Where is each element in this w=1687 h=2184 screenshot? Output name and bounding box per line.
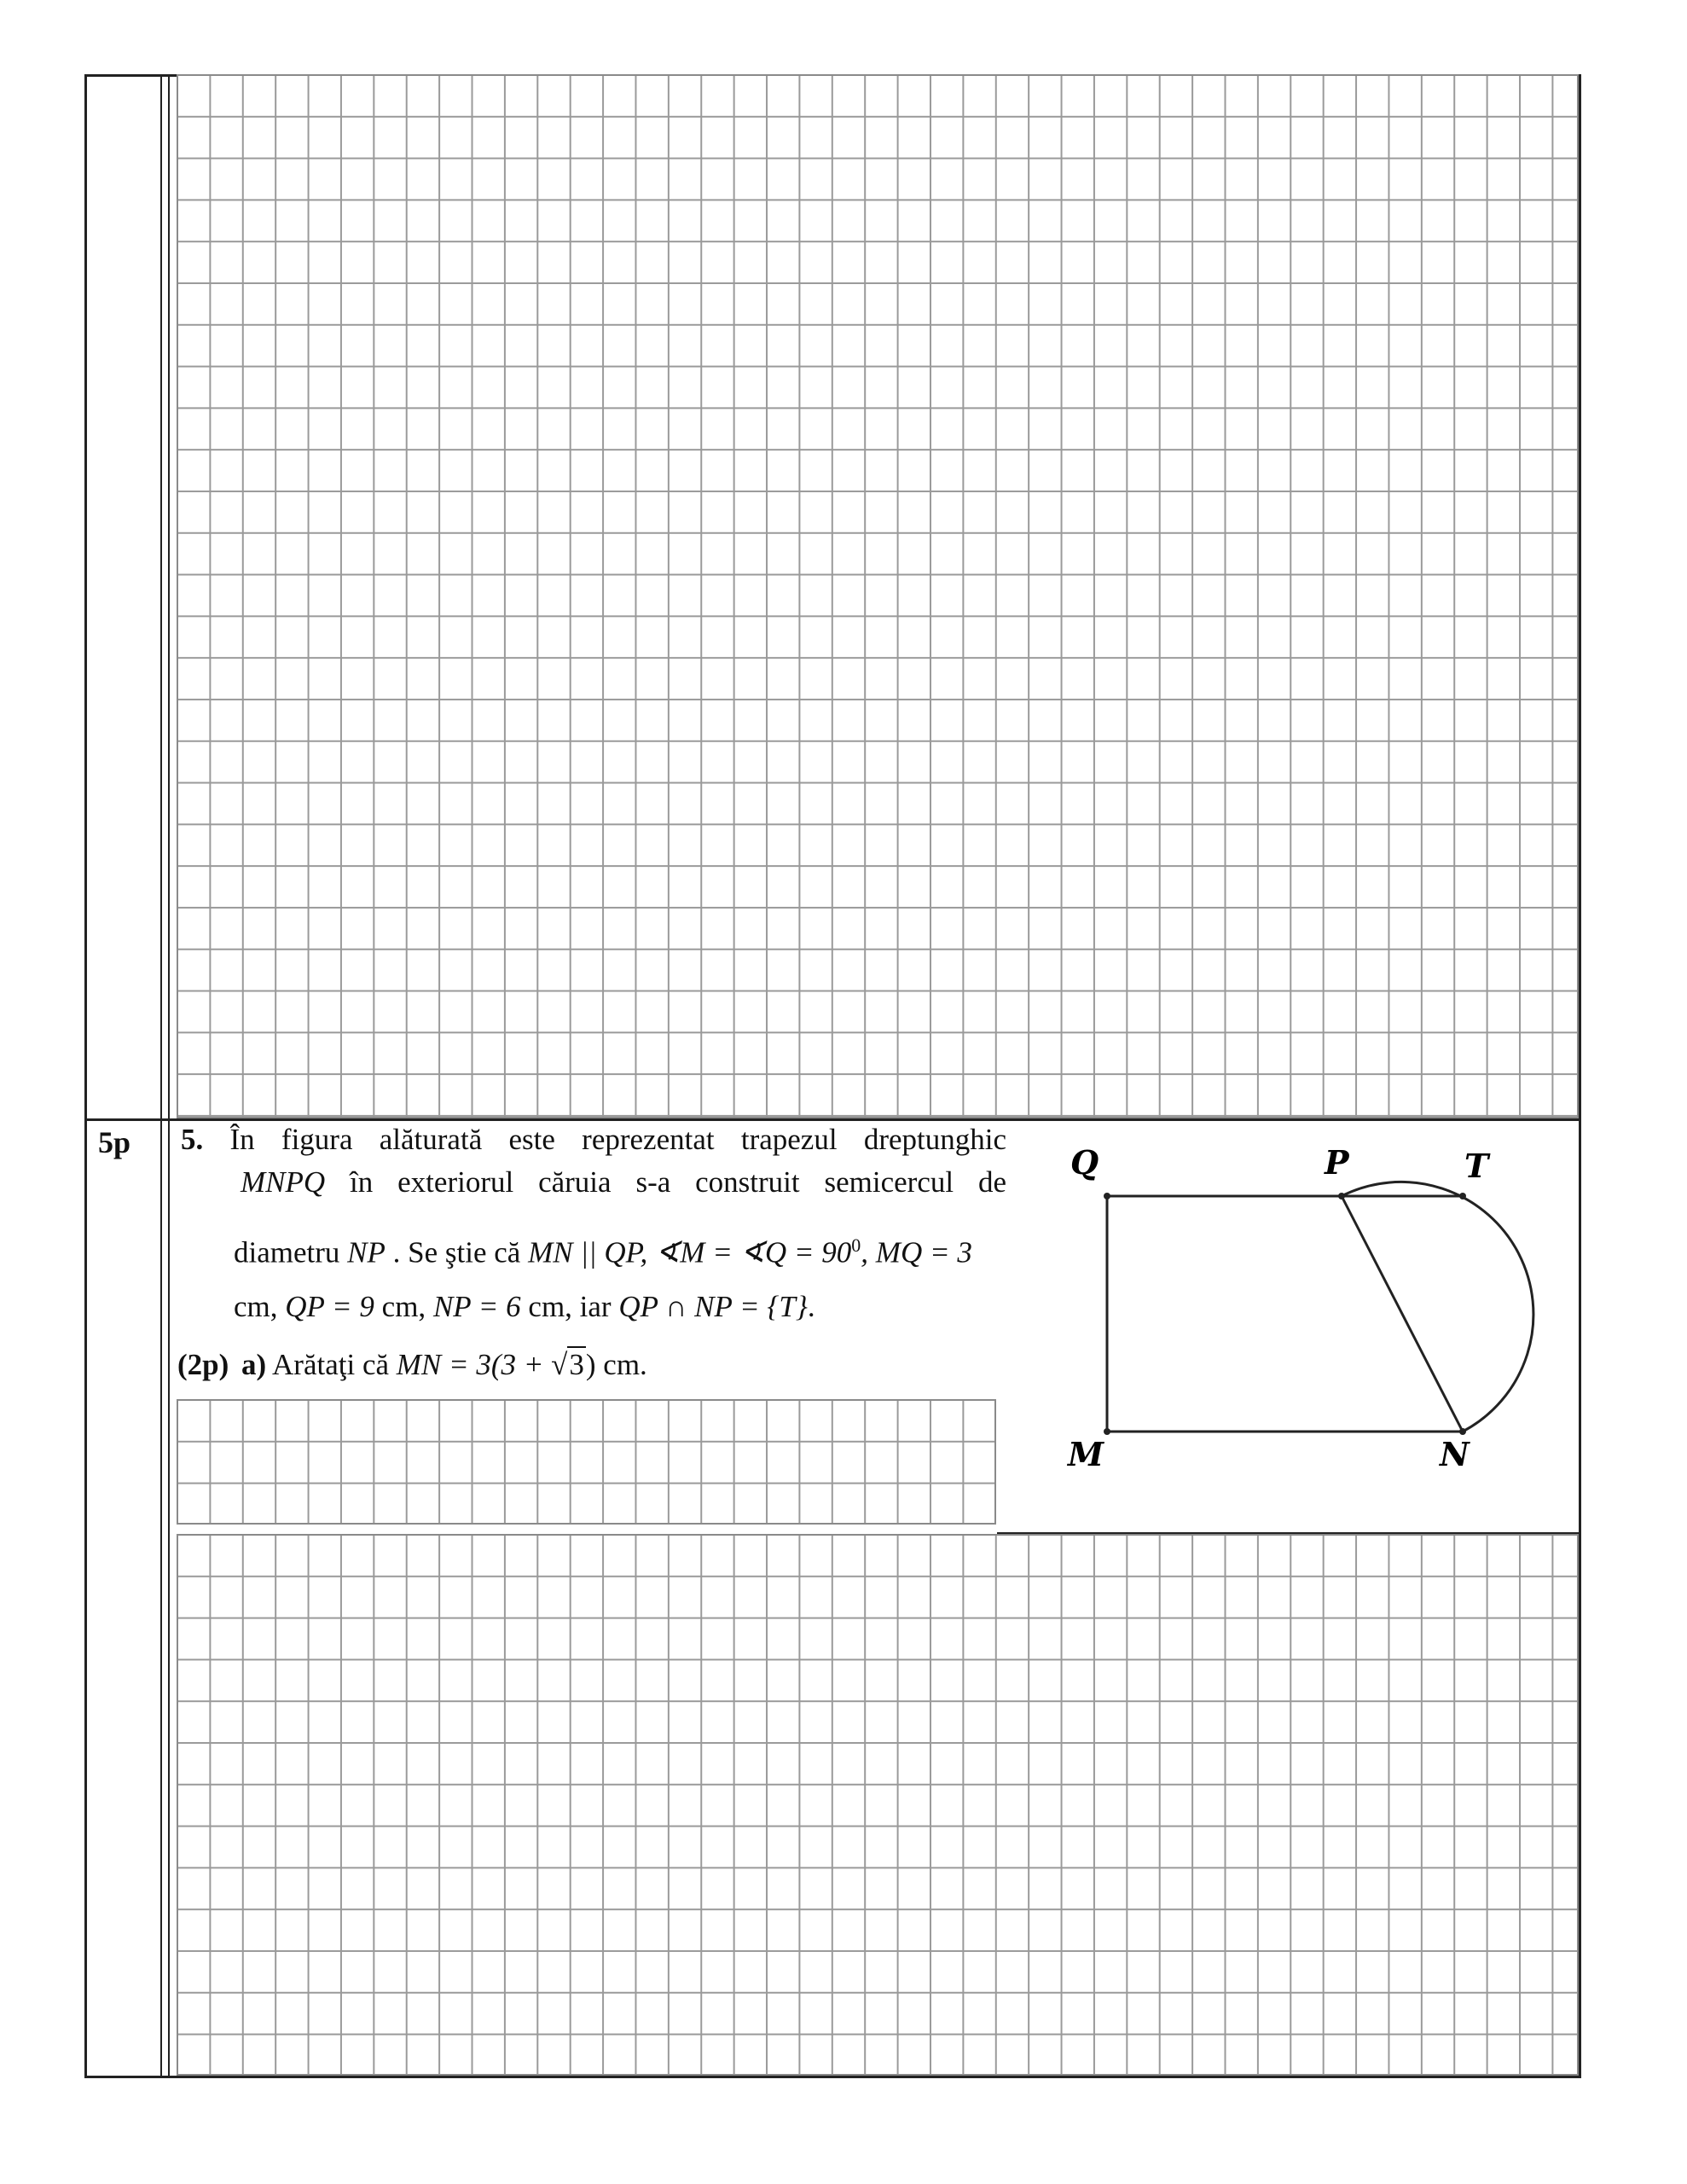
part-a-formula-suffix: ) (585, 1348, 596, 1381)
known-text: . Se ştie că (392, 1235, 521, 1269)
parallel-condition: MN || QP, (528, 1235, 648, 1269)
point-t (1459, 1193, 1466, 1199)
cm-unit-1: cm, (234, 1290, 278, 1323)
score-column-divider-1 (160, 74, 162, 2078)
diameter-word: diametru (234, 1235, 340, 1269)
answer-grid-small[interactable] (177, 1399, 996, 1525)
side-pn (1342, 1196, 1463, 1432)
part-a-text: Arătaţi că (272, 1348, 390, 1381)
frame-left (84, 74, 87, 2078)
problem-number: 5. (181, 1123, 204, 1156)
degree-sup: 0 (851, 1234, 861, 1256)
label-t: T (1464, 1147, 1489, 1185)
np-condition: NP = 6 (432, 1290, 521, 1323)
part-a-unit: cm. (603, 1348, 647, 1381)
qp-condition: QP = 9 (285, 1290, 374, 1323)
answer-grid-previous[interactable] (177, 74, 1579, 1118)
cm-iar: cm, iar (528, 1290, 612, 1323)
semicircle-arc (1342, 1182, 1533, 1432)
mq-condition: , MQ = 3 (861, 1235, 972, 1269)
intersection-condition: QP ∩ NP = {T} (618, 1290, 808, 1323)
answer-grid-main[interactable] (177, 1534, 1579, 2076)
cm-unit-2: cm, (381, 1290, 426, 1323)
part-a-label: a) (241, 1348, 267, 1381)
label-q: Q (1070, 1143, 1099, 1182)
sqrt-argument: 3 (569, 1348, 584, 1381)
angle-condition: ∢M = ∢Q = 90 (654, 1235, 852, 1269)
label-p: P (1325, 1143, 1349, 1182)
final-dot: . (807, 1290, 815, 1323)
statement-line-2 (241, 1165, 1006, 1199)
statement-line-4 (234, 1290, 815, 1324)
part-a-points: (2p) (177, 1348, 229, 1381)
statement-text-1: În figura alăturată este reprezentat trapezul dreptunghic (229, 1123, 1007, 1156)
part-a-formula-prefix: MN = 3(3 + (396, 1348, 552, 1381)
trapezoid-figure (998, 1124, 1578, 1532)
statement-line-1 (181, 1123, 1006, 1157)
score-label: 5p (98, 1125, 131, 1159)
problem-separator (84, 1118, 1581, 1121)
point-m (1104, 1428, 1110, 1435)
score-column-divider-2 (168, 74, 170, 2078)
point-q (1104, 1193, 1110, 1199)
trapezoid-name: MNPQ (241, 1165, 326, 1199)
part-a (177, 1348, 647, 1382)
label-n: N (1440, 1435, 1470, 1473)
frame-right (1579, 74, 1581, 2078)
segment-np: NP (347, 1235, 386, 1269)
statement-text-2: în exteriorul căruia s-a construit semicercul de (350, 1165, 1006, 1199)
label-m: M (1068, 1435, 1104, 1473)
point-n (1459, 1428, 1466, 1435)
point-p (1338, 1193, 1345, 1199)
sqrt-symbol: √ (551, 1348, 568, 1381)
frame-bottom (84, 2076, 1581, 2078)
statement-line-3 (234, 1228, 972, 1270)
